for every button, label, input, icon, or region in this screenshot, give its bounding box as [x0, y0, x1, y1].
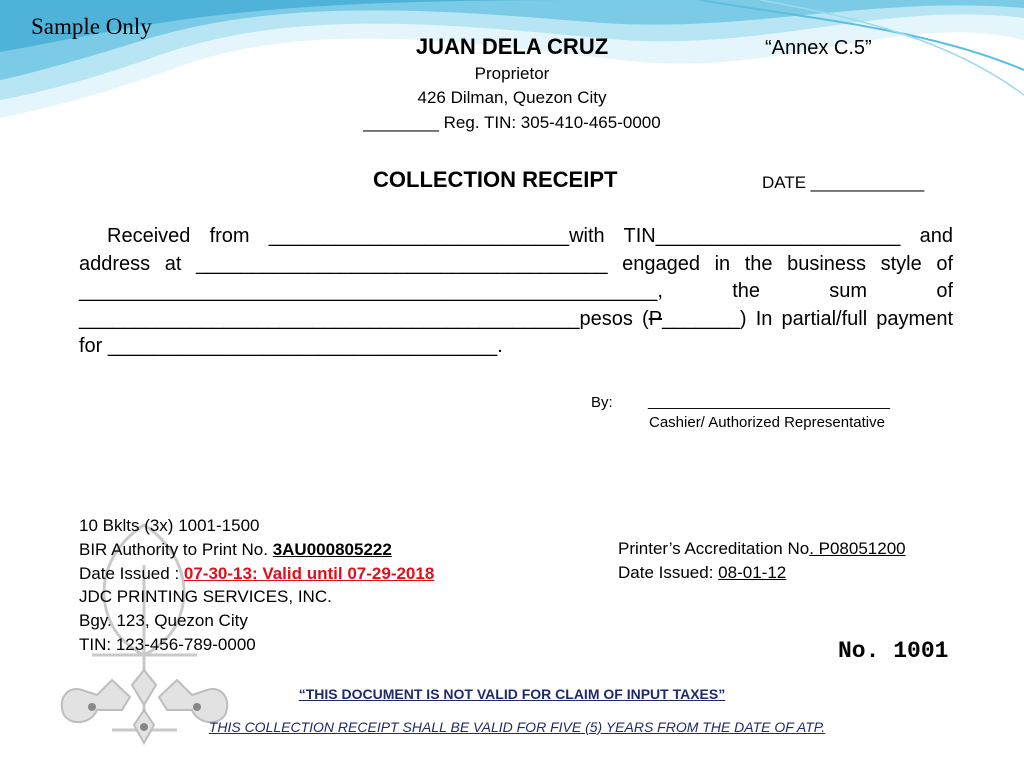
payment-for-line: _______) In partial/full payment for ___________________________________. [79, 307, 953, 358]
accreditation-date-value: 08-01-12 [718, 563, 787, 582]
atp-date-label: Date Issued : [79, 563, 184, 583]
business-address: 426 Dilman, Quezon City [417, 88, 607, 107]
printer-tin: TIN: 123-456-789-0000 [79, 634, 256, 654]
accreditation-date-label: Date Issued: [618, 563, 719, 582]
proprietor-title: Proprietor [474, 64, 550, 83]
receipt-number: No. 1001 [838, 638, 949, 664]
accreditation-date-line [618, 561, 906, 585]
printer-info-block [79, 514, 434, 657]
peso-symbol: P [648, 307, 663, 330]
accreditation-block [618, 537, 906, 585]
signature-by-label: By: [591, 394, 613, 411]
date-field: DATE ____________ [762, 173, 925, 192]
signature-caption: Cashier/ Authorized Representative [649, 414, 885, 431]
address-business-sum-line: and address at _____________________________________ engaged in the business style of ____________________________________________________, the sum of _____________________________________________pesos ( [79, 225, 953, 330]
received-from-line: Received from ___________________________with TIN______________________ [107, 225, 901, 247]
atp-line [79, 538, 434, 562]
printer-name: JDC PRINTING SERVICES, INC. [79, 587, 332, 607]
booklet-range: 10 Bklts (3x) 1001-1500 [79, 516, 260, 535]
registered-tin: ________ Reg. TIN: 305-410-465-0000 [363, 113, 661, 132]
accreditation-line [618, 537, 906, 561]
input-tax-notice: “THIS DOCUMENT IS NOT VALID FOR CLAIM OF INPUT TAXES” [298, 686, 726, 702]
atp-date-line [79, 562, 434, 586]
accreditation-label: Printer’s Accreditation No [618, 539, 810, 558]
atp-label: BIR Authority to Print No. [79, 539, 273, 559]
atp-date-value: 07-30-13: Valid until 07-29-2018 [183, 563, 435, 583]
sample-only-label: Sample Only [31, 14, 152, 39]
annex-label: “Annex C.5” [765, 37, 872, 59]
validity-notice: THIS COLLECTION RECEIPT SHALL BE VALID FOR FIVE (5) YEARS FROM THE DATE OF ATP. [208, 719, 826, 735]
receipt-body [79, 223, 953, 361]
proprietor-name: JUAN DELA CRUZ [415, 34, 609, 59]
atp-number: 3AU000805222 [272, 539, 392, 559]
signature-line: _____________________________ [648, 393, 890, 410]
accreditation-number: . P08051200 [809, 539, 906, 558]
receipt-title: COLLECTION RECEIPT [373, 167, 618, 192]
printer-address: Bgy. 123, Quezon City [79, 611, 248, 631]
